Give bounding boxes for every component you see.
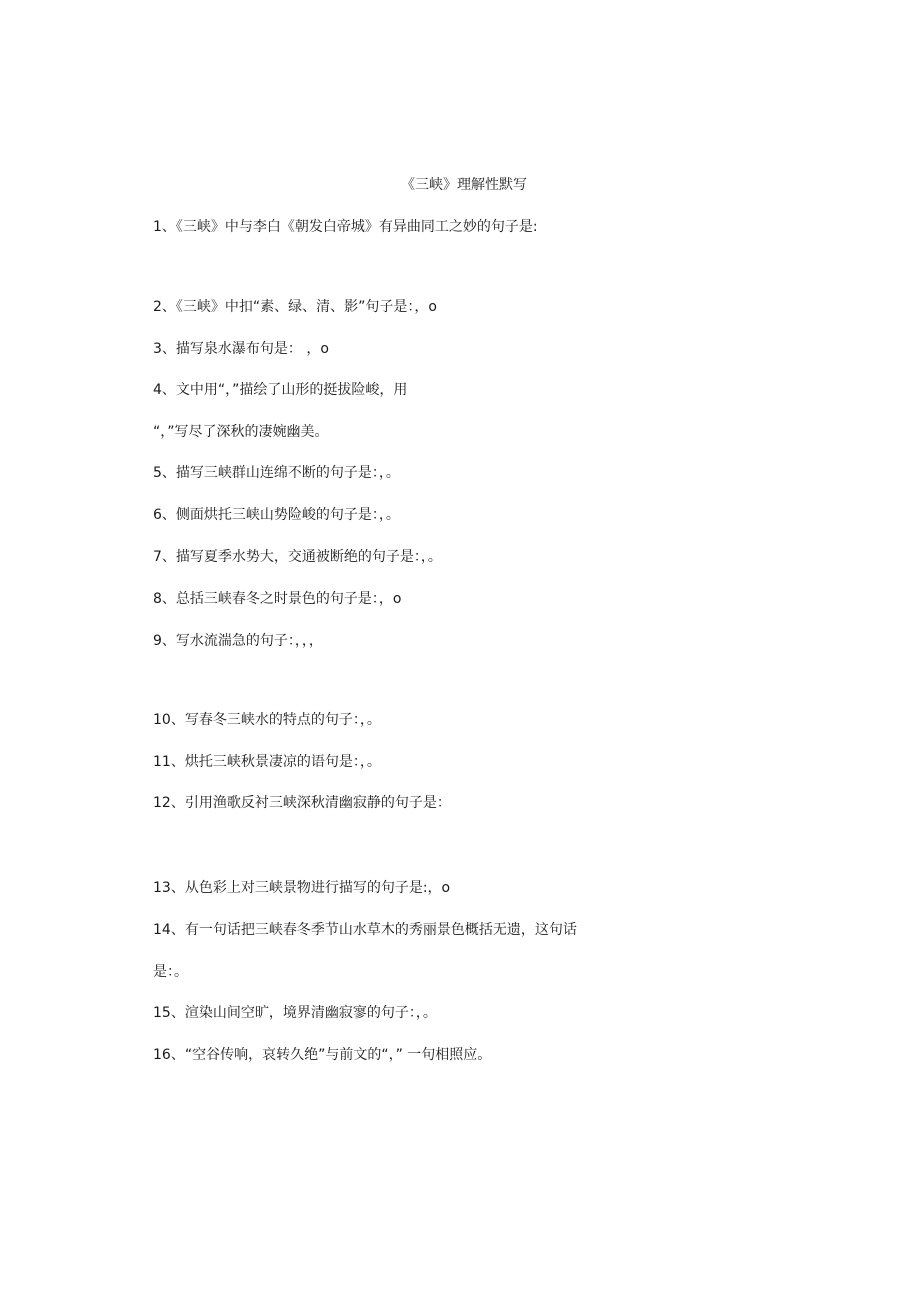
question-11: 11、烘托三峡秋景凄凉的语句是：，。 bbox=[153, 754, 381, 770]
question-1: 1、《三峡》中与李白《朝发白帝城》有异曲同工之妙的句子是: bbox=[153, 219, 538, 235]
question-2: 2、《三峡》中扣“素、绿、清、影”句子是：，o bbox=[153, 299, 437, 315]
question-8: 8、总括三峡春冬之时景色的句子是：，o bbox=[153, 591, 402, 607]
document-title: 《三峡》理解性默写 bbox=[401, 177, 527, 193]
question-3: 3、描写泉水瀑布句是： ，o bbox=[153, 341, 329, 357]
question-13: 13、从色彩上对三峡景物进行描写的句子是:，o bbox=[153, 880, 451, 896]
question-4-continued: “，”写尽了深秋的凄婉幽美。 bbox=[153, 424, 329, 440]
question-9: 9、写水流湍急的句子：，，， bbox=[153, 633, 323, 649]
question-15: 15、渲染山间空旷，境界清幽寂寥的句子：，。 bbox=[153, 1005, 437, 1021]
question-5: 5、描写三峡群山连绵不断的句子是：，。 bbox=[153, 465, 400, 481]
question-12: 12、引用渔歌反衬三峡深秋清幽寂静的句子是： bbox=[153, 795, 451, 811]
question-14-continued: 是：。 bbox=[153, 964, 188, 980]
question-4: 4、文中用“，”描绘了山形的挺拔险峻，用 bbox=[153, 382, 408, 398]
question-10: 10、写春冬三峡水的特点的句子：，。 bbox=[153, 712, 381, 728]
question-16: 16、“空谷传响，哀转久绝”与前文的“，” 一句相照应。 bbox=[153, 1047, 492, 1063]
question-14: 14、有一句话把三峡春冬季节山水草木的秀丽景色概括无遗，这句话 bbox=[153, 922, 577, 938]
question-6: 6、侧面烘托三峡山势险峻的句子是：，。 bbox=[153, 507, 400, 523]
question-7: 7、描写夏季水势大，交通被断绝的句子是：，。 bbox=[153, 549, 442, 565]
